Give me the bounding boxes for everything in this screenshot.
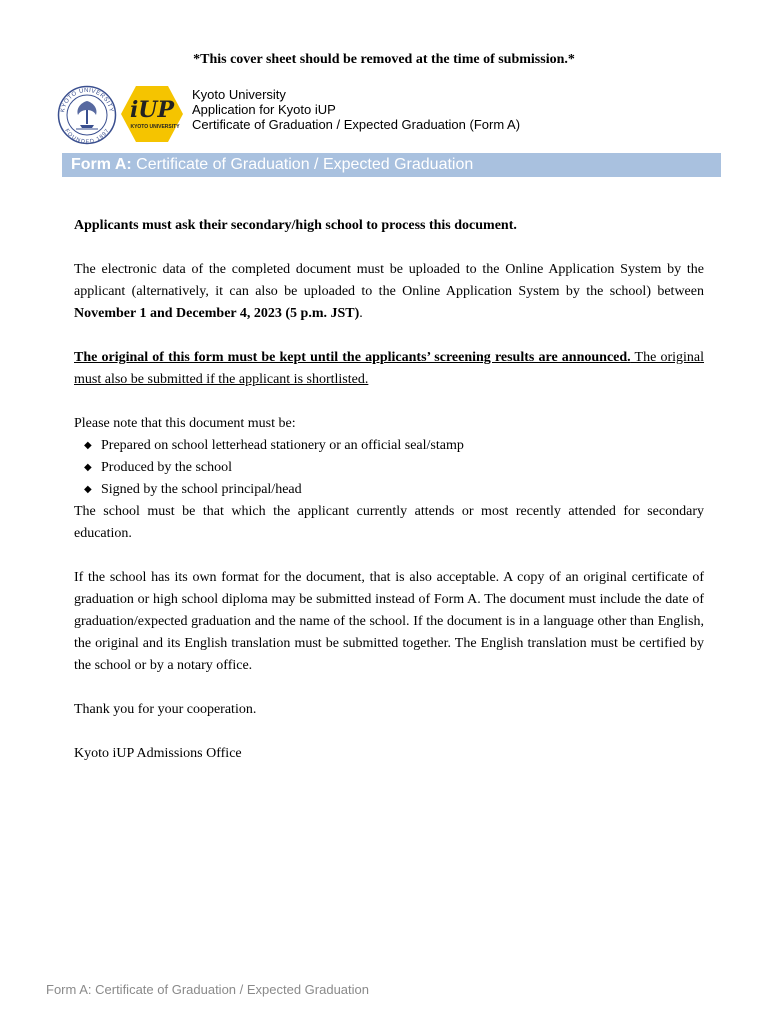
header-university: Kyoto University <box>192 87 286 102</box>
original-keep-text: The original of this form must be kept until the applicants’ screening results are announced. <box>74 350 631 365</box>
signoff-line: Kyoto iUP Admissions Office <box>74 746 242 761</box>
cover-sheet-note: *This cover sheet should be removed at the time of submission.* <box>193 52 575 67</box>
form-title-bar <box>62 153 721 177</box>
header-text-block <box>192 87 612 132</box>
upload-paragraph <box>74 259 704 325</box>
thanks-line: Thank you for your cooperation. <box>74 702 257 717</box>
diamond-bullet-icon: ◆ <box>84 440 92 451</box>
upload-end: . <box>359 306 363 321</box>
list-item <box>74 479 704 501</box>
original-paragraph <box>74 347 704 391</box>
logo-subtext: KYOTO UNIVERSITY <box>130 124 180 130</box>
upload-deadline: November 1 and December 4, 2023 (5 p.m. JST) <box>74 306 360 321</box>
diamond-bullet-icon: ◆ <box>84 462 92 473</box>
svg-text:FOUNDED 1897 <box>63 128 111 145</box>
form-title: Certificate of Graduation / Expected Graduation <box>131 156 474 173</box>
diamond-bullet-icon: ◆ <box>84 484 92 495</box>
requirement-text: Signed by the school principal/head <box>101 482 302 497</box>
list-item <box>74 457 704 479</box>
header-form-name: Certificate of Graduation / Expected Graduation (Form A) <box>192 117 521 132</box>
requirement-text: Prepared on school letterhead stationery or an official seal/stamp <box>101 438 464 453</box>
note-intro: Please note that this document must be: <box>74 416 296 431</box>
page-footer: Form A: Certificate of Graduation / Expected Graduation <box>46 982 369 997</box>
school-paragraph: The school must be that which the applicant currently attends or most recently attended for secondary education. <box>74 504 704 541</box>
seal-top-text: KYOTO UNIVERSITY <box>60 87 114 113</box>
document-body <box>74 215 704 787</box>
format-paragraph: If the school has its own format for the document, that is also acceptable. A copy of an original certificate of graduation or high school diploma may be submitted instead of Form A. The document must include the date of graduation/expected graduation and the name of the school. If the document is in a language other than English, the original and its English translation must be submitted together. The English translation must be certified by the school or by a notary office. <box>74 570 704 673</box>
seal-bottom-text: FOUNDED 1897 <box>63 128 111 145</box>
logo-text: iUP <box>129 97 175 123</box>
original-submit-text: The original must also be submitted if the applicant is shortlisted. <box>74 350 705 387</box>
form-label: Form A: <box>71 156 132 173</box>
requirements-list <box>74 435 704 501</box>
intro-instruction: Applicants must ask their secondary/high school to process this document. <box>74 218 517 233</box>
upload-text: The electronic data of the completed document must be uploaded to the Online Application System by the applicant (alternatively, it can also be uploaded to the Online Application System by the school) between <box>74 262 704 299</box>
header-application: Application for Kyoto iUP <box>192 102 336 117</box>
kyoto-university-seal-icon <box>56 85 118 145</box>
list-item <box>74 435 704 457</box>
requirement-text: Produced by the school <box>101 460 233 475</box>
kyoto-iup-logo-icon <box>120 85 184 143</box>
